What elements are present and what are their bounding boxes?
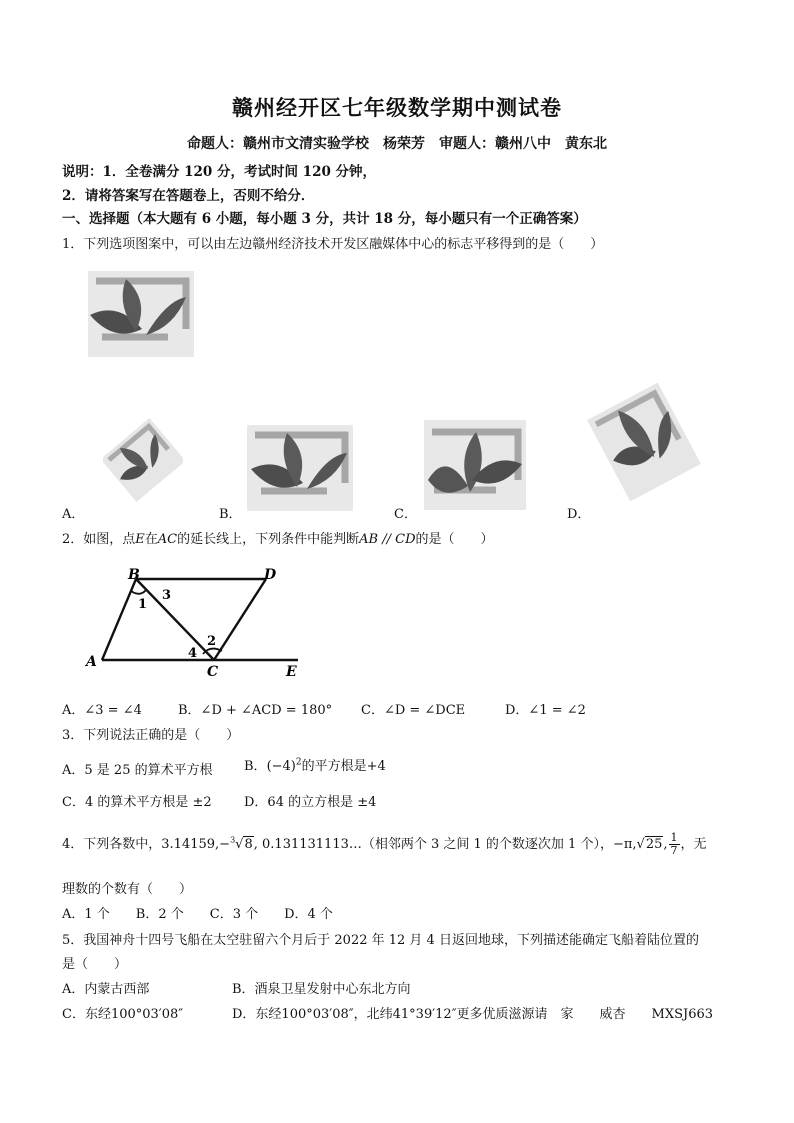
label-B: B	[128, 567, 140, 583]
instruction-line-1: 说明：1．全卷满分 120 分，考试时间 120 分钟，	[62, 164, 377, 180]
q1-option-b-logo	[247, 425, 353, 511]
q1-option-a-label: A．	[62, 507, 85, 522]
q2-option-b: B．∠D + ∠ACD = 180°	[178, 703, 333, 718]
q1-reference-logo	[88, 271, 194, 357]
q3-option-c: C．4 的算术平方根是 ±2	[62, 795, 212, 810]
q5-option-a: A．内蒙古西部	[62, 982, 150, 997]
q5-option-c: C．东经100°03′08″	[62, 1007, 184, 1022]
q5-stem-line-2: 是（ ）	[62, 957, 128, 972]
q2-stem: 2．如图，点E在AC的延长线上，下列条件中能判断AB // CD的是（ ）	[62, 532, 494, 547]
q2-option-a: A．∠3 = ∠4	[62, 703, 142, 718]
q3-option-a: A．5 是 25 的算术平方根	[62, 763, 213, 778]
label-angle-1: 1	[138, 597, 148, 612]
label-D: D	[264, 567, 277, 583]
q1-option-a-logo	[103, 412, 183, 508]
q5-option-b: B．酒泉卫星发射中心东北方向	[232, 982, 411, 997]
q3-stem: 3．下列说法正确的是（ ）	[62, 728, 240, 743]
q1-option-d-label: D．	[567, 507, 591, 522]
section-heading: 一、选择题（本大题有 6 小题，每小题 3 分，共计 18 分，每小题只有一个正确答案）	[62, 211, 587, 227]
q3-option-d: D．64 的立方根是 ±4	[244, 795, 377, 810]
q2-geometry-figure	[84, 563, 314, 681]
label-A: A	[86, 654, 97, 670]
q1-stem: 1．下列选项图案中，可以由左边赣州经济技术开发区融媒体中心的标志平移得到的是（ ）	[62, 237, 604, 252]
q5-stem-line-1: 5．我国神舟十四号飞船在太空驻留六个月后于 2022 年 12 月 4 日返回地球，下列描述能确定飞船着陆位置的	[62, 933, 699, 948]
page-title: 赣州经开区七年级数学期中测试卷	[232, 95, 562, 120]
label-E: E	[286, 664, 297, 680]
label-C: C	[207, 664, 219, 680]
q1-option-c-label: C．	[394, 507, 417, 522]
label-angle-4: 4	[188, 646, 198, 661]
q1-option-c-logo	[424, 420, 526, 510]
instruction-line-2: 2．请将答案写在答题卷上，否则不给分．	[62, 188, 315, 204]
authors-line: 命题人：赣州市文清实验学校 杨荣芳 审题人：赣州八中 黄东北	[187, 136, 607, 152]
q4-stem-line-2: 理数的个数有（ ）	[62, 882, 193, 897]
q1-option-b-label: B．	[219, 507, 242, 522]
q1-option-d-logo	[584, 383, 704, 501]
q4-options: A．1 个 B．2 个 C．3 个 D．4 个	[62, 907, 333, 922]
fraction-one-seventh: $\frac{1}{7}$	[670, 831, 678, 857]
q4-stem-line-1: 4．下列各数中，3.14159,−$^3$√8, 0.131131113…（相邻两个 3 之间 1 的个数逐次加 1 个），−π,√25, $\frac{1}{7}$ ，无	[62, 831, 707, 857]
label-angle-2: 2	[207, 634, 217, 649]
label-angle-3: 3	[162, 588, 172, 603]
q2-option-d: D．∠1 = ∠2	[505, 703, 586, 718]
q3-option-b: B．$(-4)^2$的平方根是+4	[244, 757, 386, 774]
q5-option-d: D．东经100°03′08″，北纬41°39′12″更多优质滋源请 家 威杏 MXSJ663	[232, 1007, 714, 1022]
q2-option-c: C．∠D = ∠DCE	[361, 703, 466, 718]
